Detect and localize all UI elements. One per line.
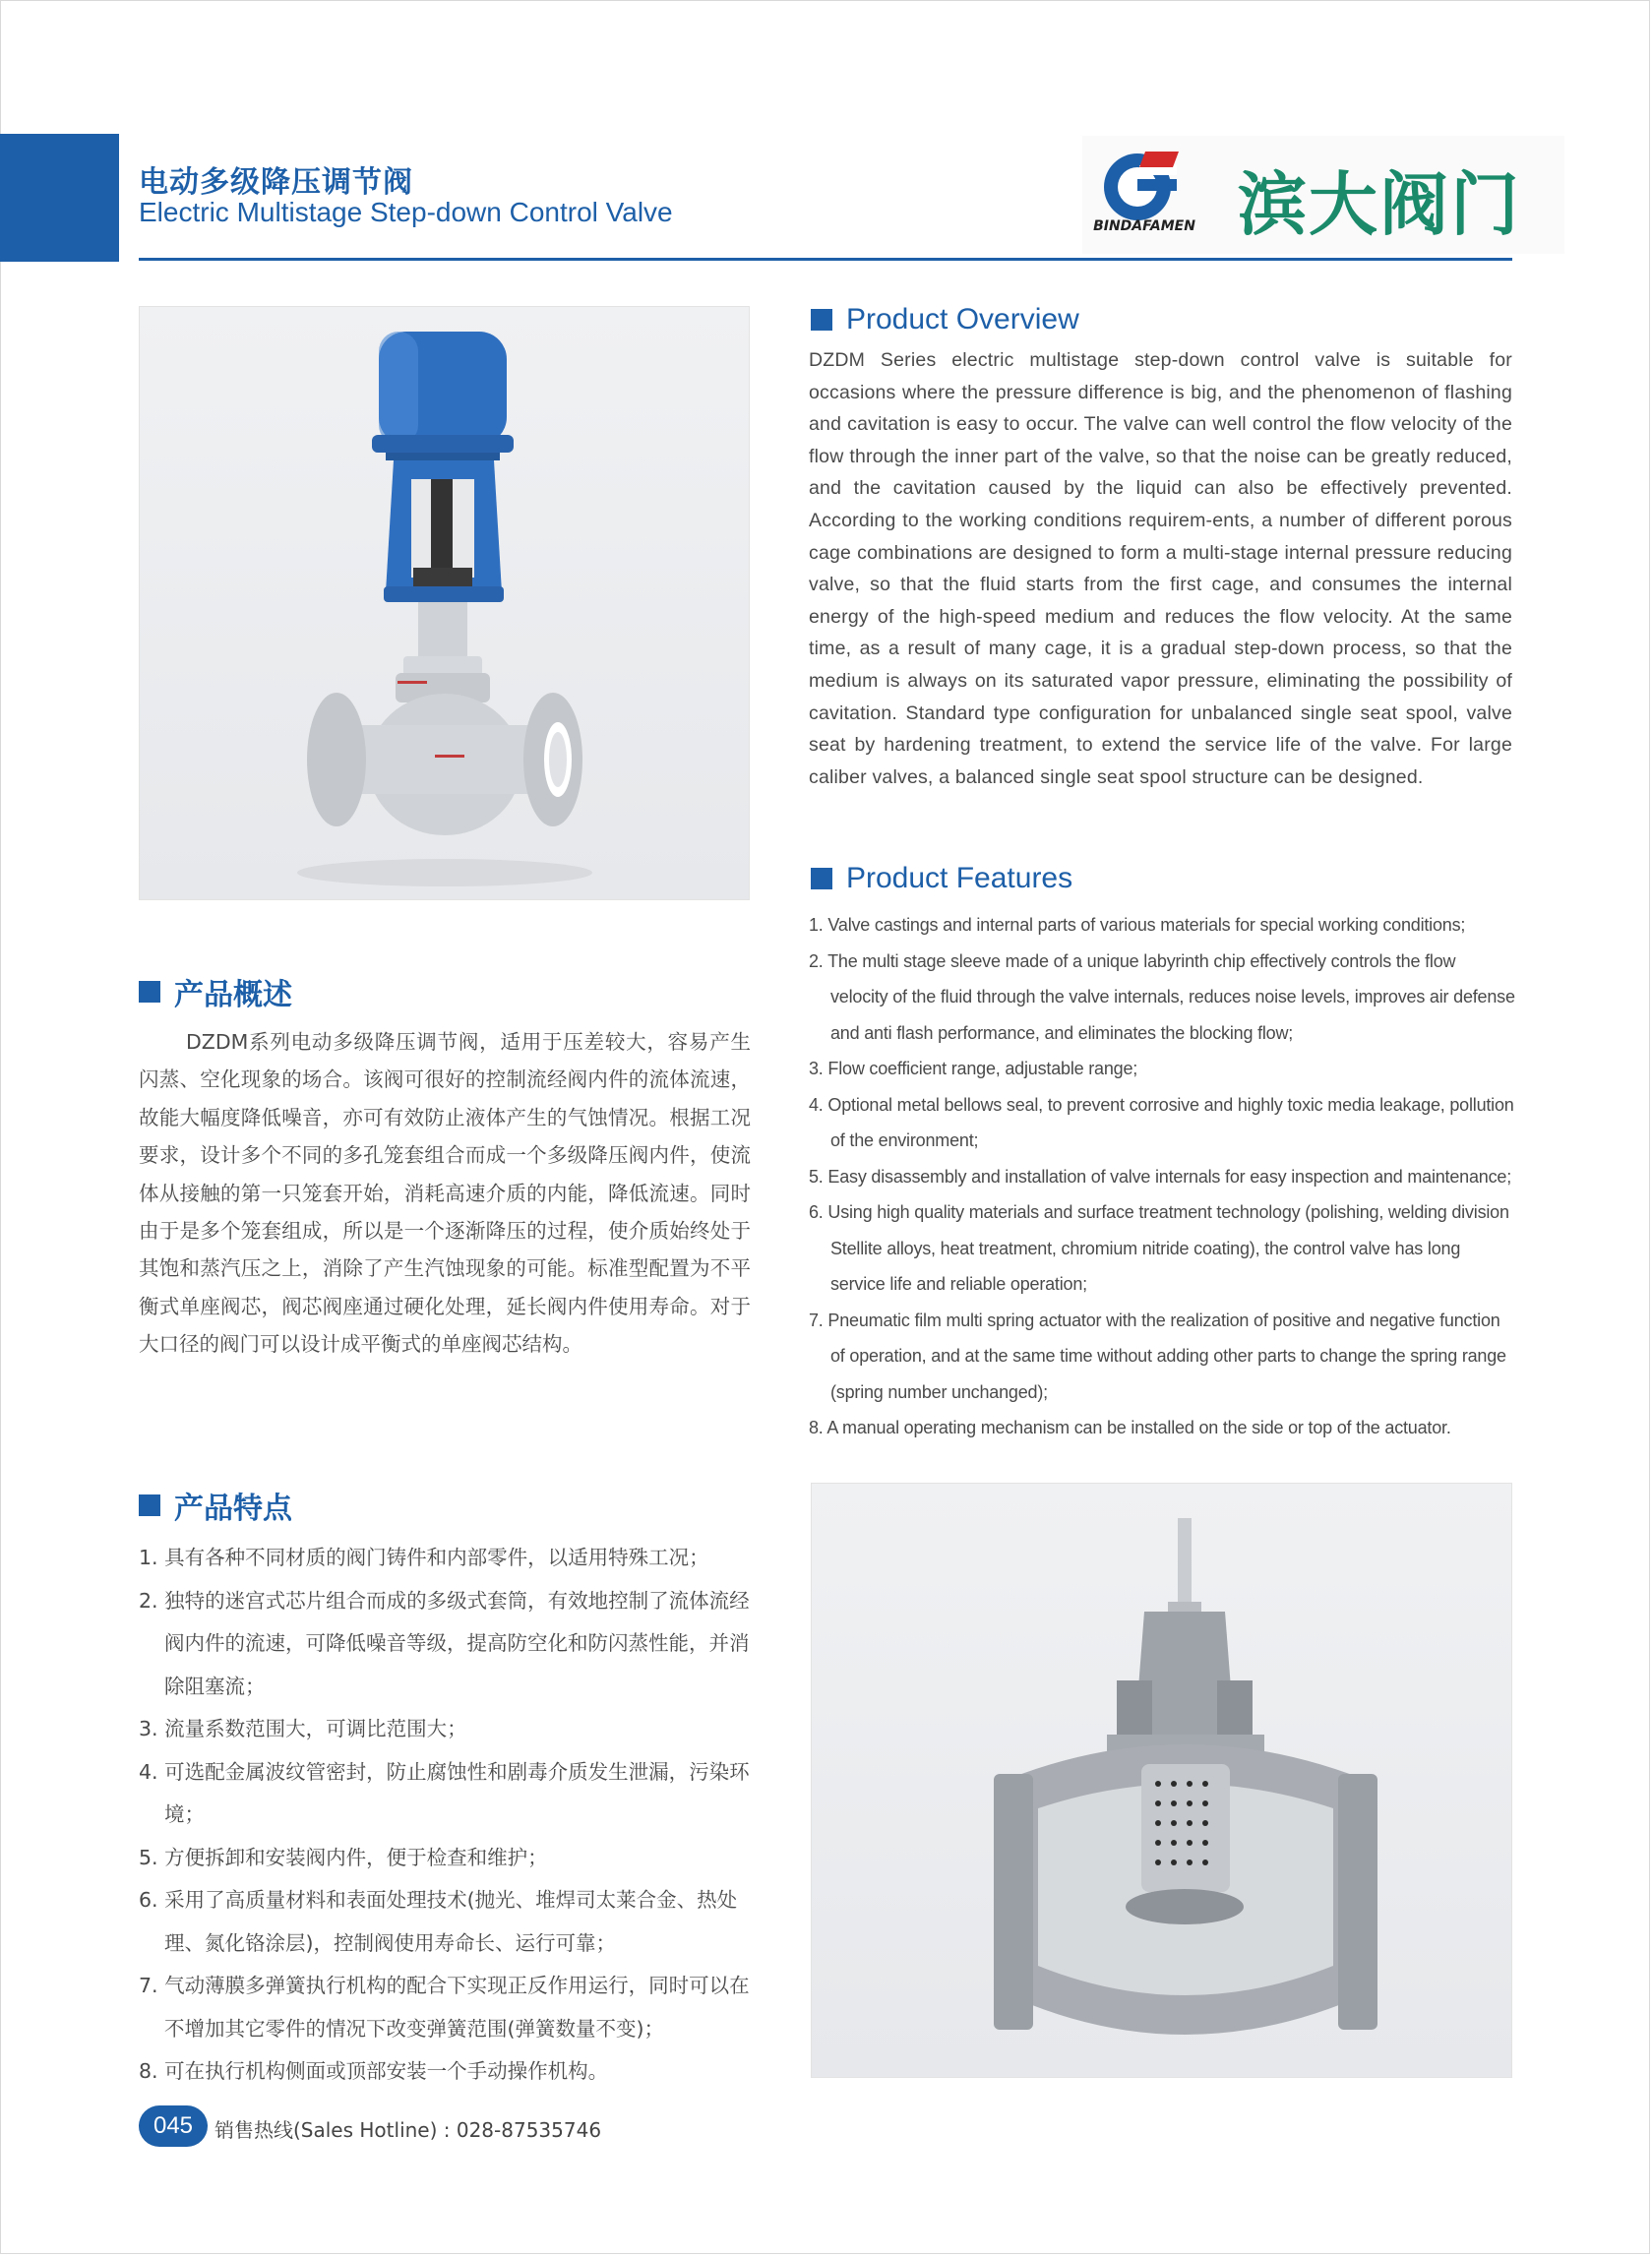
feature-cn-item: 1. 具有各种不同材质的阀门铸件和内部零件，以适用特殊工况； xyxy=(139,1546,709,1569)
section-square-icon xyxy=(811,309,832,331)
features-cn-heading-text: 产品特点 xyxy=(174,1492,292,1526)
features-en-heading-text: Product Features xyxy=(846,862,1073,894)
feature-en-item: 6. Using high quality materials and surface treatment technology (polishing, welding division Stellite alloys, heat treatment, chromium nitride coating), the control valve has long service life and reliable operation; xyxy=(809,1202,1509,1294)
overview-en-text: DZDM Series electric multistage step-down control valve is suitable for occasions where the pressure difference is big, and the phenomenon of flashing and cavitation is easy to occur. The valve can well control the flow velocity of the flow through the inner part of the valve, so that the noise can be greatly reduced, and the cavitation caused by the liquid can also be effectively prevented. According to the working conditions requirem-ents, a number of different porous cage combinations are designed to form a multi-stage internal pressure reducing valve, so that the fluid starts from the first cage, and consumes the internal energy of the high-speed medium and reduces the flow velocity. At the same time, as a result of many cage, it is a gradual step-down process, so that the medium is always on its saturated vapor pressure, eliminating the possibility of cavitation. Standard type configuration for unbalanced single seat spool, valve seat by hardening treatment, to extend the service life of the valve. For large caliber valves, a balanced single seat spool structure can be designed. xyxy=(809,349,1512,788)
overview-cn-heading-text: 产品概述 xyxy=(174,978,292,1012)
features-cn-heading xyxy=(139,1484,292,1527)
feature-cn-item: 5. 方便拆卸和安装阀内件，便于检查和维护； xyxy=(139,1845,548,1869)
feature-en-item: 5. Easy disassembly and installation of valve internals for easy inspection and maintenance; xyxy=(809,1166,1512,1187)
overview-cn-heading xyxy=(139,970,292,1013)
sales-hotline: 销售热线(Sales Hotline) : 028-87535746 xyxy=(214,2118,602,2142)
overview-cn-text: DZDM系列电动多级降压调节阀，适用于压差较大，容易产生闪蒸、空化现象的场合。该阀可很好的控制流经阀内件的流体流速，故能大幅度降低噪音，亦可有效防止液体产生的气蚀情况。根据工况要求，设计多个不同的多孔笼套组合而成一个多级降压阀内件，使流体从接触的第一只笼套开始，消耗高速介质的内能，降低流速。同时由于是多个笼套组成，所以是一个逐渐降压的过程，使介质始终处于其饱和蒸汽压之上，消除了产生汽蚀现象的可能。标准型配置为不平衡式单座阀芯，阀芯阀座通过硬化处理，延长阀内件使用寿命。对于大口径的阀门可以设计成平衡式的单座阀芯结构。 xyxy=(139,1030,751,1357)
feature-cn-item: 8. 可在执行机构侧面或顶部安装一个手动操作机构。 xyxy=(139,2059,609,2083)
feature-en-item: 4. Optional metal bellows seal, to prevent corrosive and highly toxic media leakage, pollution of the environment; xyxy=(809,1094,1514,1150)
feature-cn-item: 7. 气动薄膜多弹簧执行机构的配合下实现正反作用运行，同时可以在不增加其它零件的情况下改变弹簧范围(弹簧数量不变)； xyxy=(139,1974,750,2041)
overview-en-heading-text: Product Overview xyxy=(846,303,1079,335)
feature-cn-item: 2. 独特的迷宫式芯片组合而成的多级式套筒，有效地控制了流体流经阀内件的流速，可降低噪音等级，提高防空化和防闪蒸性能，并消除阻塞流； xyxy=(139,1588,750,1698)
page-number-badge: 045 xyxy=(139,2105,208,2147)
brand-name-en: BINDAFAMEN xyxy=(1093,218,1195,234)
header-divider xyxy=(139,258,1512,261)
page-title-cn: 电动多级降压调节阀 xyxy=(139,165,413,200)
product-photo-valve xyxy=(139,306,750,900)
feature-en-item: 2. The multi stage sleeve made of a unique labyrinth chip effectively controls the flow velocity of the fluid through the valve internals, reduces noise levels, improves air defense and anti flash performance, and eliminates the blocking flow; xyxy=(809,950,1515,1043)
feature-cn-item: 3. 流量系数范围大，可调比范围大； xyxy=(139,1717,467,1740)
section-square-icon xyxy=(811,868,832,889)
feature-en-item: 7. Pneumatic film multi spring actuator with the realization of positive and negative function of operation, and at the same time without adding other parts to change the spring range (spring number unchanged); xyxy=(809,1310,1506,1402)
valve-illustration xyxy=(140,307,749,899)
overview-en-heading xyxy=(811,303,1079,336)
features-en-heading xyxy=(811,862,1072,895)
page-title-en: Electric Multistage Step-down Control Valve xyxy=(139,197,673,227)
section-square-icon xyxy=(139,981,160,1003)
product-photo-cutaway xyxy=(811,1483,1512,2078)
cutaway-illustration xyxy=(812,1484,1511,2077)
feature-cn-item: 4. 可选配金属波纹管密封，防止腐蚀性和剧毒介质发生泄漏，污染环境； xyxy=(139,1759,750,1826)
brand-name-cn: 滨大阀门 xyxy=(1238,164,1521,245)
header-accent-bar xyxy=(0,134,119,262)
feature-en-item: 3. Flow coefficient range, adjustable range; xyxy=(809,1059,1138,1078)
feature-en-item: 1. Valve castings and internal parts of various materials for special working conditions; xyxy=(809,915,1466,935)
section-square-icon xyxy=(139,1494,160,1516)
feature-en-item: 8. A manual operating mechanism can be installed on the side or top of the actuator. xyxy=(809,1418,1451,1437)
brand-logo-icon xyxy=(1100,146,1181,222)
features-cn-list xyxy=(139,1537,753,2094)
features-en-list xyxy=(809,907,1517,1446)
feature-cn-item: 6. 采用了高质量材料和表面处理技术(抛光、堆焊司太莱合金、热处理、氮化铬涂层)，控制阀使用寿命长、运行可靠； xyxy=(139,1888,738,1955)
